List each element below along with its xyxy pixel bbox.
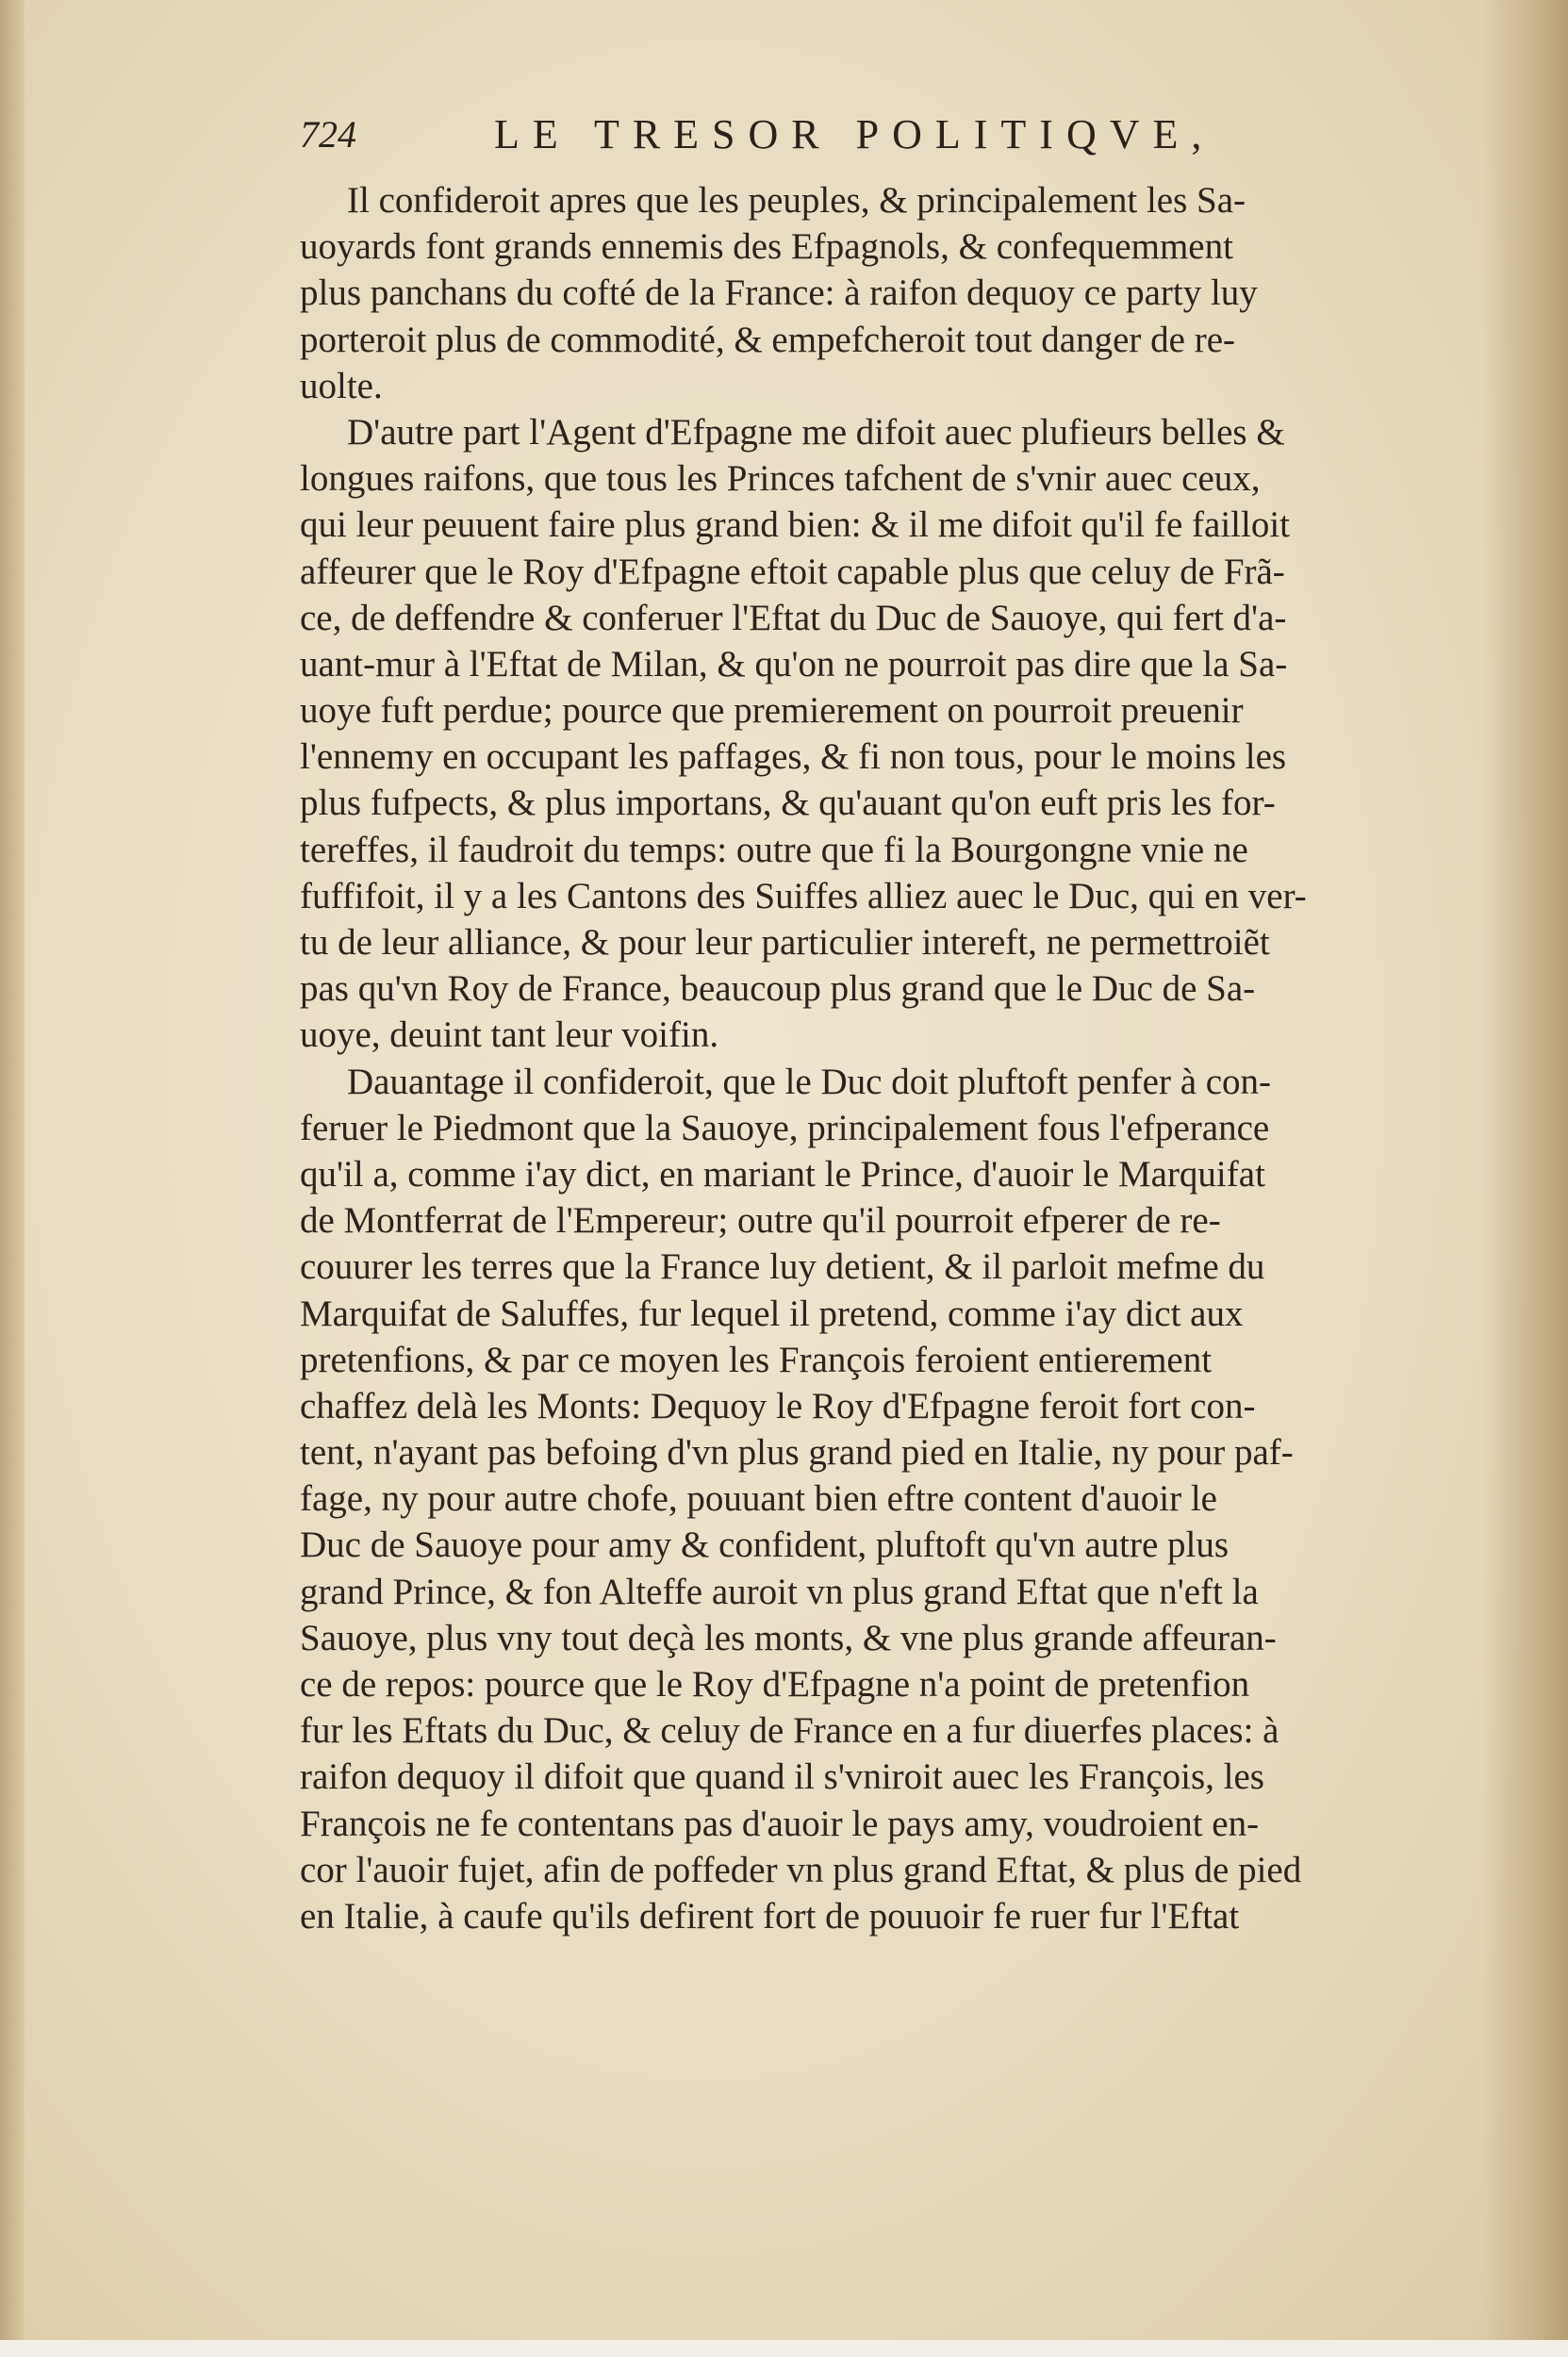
text-line: fur les Eftats du Duc, & celuy de France en a fur diuerfes places: à [300, 1710, 1279, 1752]
text-line: feruer le Piedmont que la Sauoye, principalement fous l'efperance [300, 1107, 1270, 1148]
text-line: uant-mur à l'Eftat de Milan, & qu'on ne pourroit pas dire que la Sa- [300, 643, 1288, 684]
text-line: fuffifoit, il y a les Cantons des Suiffes alliez auec le Duc, qui en ver- [300, 875, 1307, 916]
text-line: Sauoye, plus vny tout deçà les monts, & vne plus grande affeuran- [300, 1617, 1277, 1658]
scan-bottom-margin [0, 2340, 1568, 2357]
text-line: D'autre part l'Agent d'Efpagne me difoit auec plufieurs belles & [347, 411, 1285, 453]
text-line: uoye, deuint tant leur voifin. [300, 1014, 719, 1056]
text-line: Duc de Sauoye pour amy & confident, pluftoft qu'vn autre plus [300, 1525, 1230, 1566]
text-line: Dauantage il confideroit, que le Duc doit pluftoft penfer à con- [347, 1061, 1272, 1102]
text-line: l'ennemy en occupant les paffages, & fi non tous, pour le moins les [300, 736, 1287, 778]
text-line: porteroit plus de commodité, & empefcheroit tout danger de re- [300, 319, 1236, 360]
body-text [300, 177, 1478, 1939]
text-line: Il confideroit apres que les peuples, & principalement les Sa- [347, 180, 1246, 221]
text-line: uolte. [300, 365, 383, 406]
page-right-edge [1483, 0, 1568, 2357]
text-line: qu'il a, comme i'ay dict, en mariant le Prince, d'auoir le Marquifat [300, 1153, 1265, 1195]
text-line: Marquifat de Saluffes, fur lequel il pretend, comme i'ay dict aux [300, 1293, 1244, 1334]
text-line: affeurer que le Roy d'Efpagne eftoit capable plus que celuy de Frã- [300, 551, 1285, 592]
text-line: François ne fe contentans pas d'auoir le pays amy, voudroient en- [300, 1803, 1260, 1844]
text-line: plus fufpects, & plus importans, & qu'auant qu'on euft pris les for- [300, 783, 1276, 824]
text-line: uoyards font grands ennemis des Efpagnols, & confequemment [300, 226, 1233, 268]
text-line: en Italie, à caufe qu'ils defirent fort de pouuoir fe ruer fur l'Eftat [300, 1895, 1240, 1937]
text-line: chaffez delà les Monts: Dequoy le Roy d'Efpagne feroit fort con- [300, 1385, 1256, 1426]
text-line: de Montferrat de l'Empereur; outre qu'il pourroit efperer de re- [300, 1200, 1221, 1242]
page-left-edge [0, 0, 25, 2357]
text-line: tereffes, il faudroit du temps: outre que fi la Bourgongne vnie ne [300, 829, 1248, 870]
text-line: raifon dequoy il difoit que quand il s'vniroit auec les François, les [300, 1756, 1264, 1798]
text-line: tu de leur alliance, & pour leur particulier intereft, ne permettroiẽt [300, 922, 1270, 963]
text-line: ce, de deffendre & conferuer l'Eftat du Duc de Sauoye, qui fert d'a- [300, 597, 1287, 638]
page-number: 724 [300, 113, 356, 156]
text-line: tent, n'ayant pas befoing d'vn plus grand pied en Italie, ny pour paf- [300, 1432, 1294, 1474]
page-header [300, 106, 1299, 164]
text-line: qui leur peuuent faire plus grand bien: & il me difoit qu'il fe failloit [300, 504, 1291, 546]
text-line: grand Prince, & fon Alteffe auroit vn plus grand Eftat que n'eft la [300, 1571, 1259, 1612]
text-line: uoye fuft perdue; pource que premierement on pourroit preuenir [300, 690, 1244, 732]
text-line: couurer les terres que la France luy detient, & il parloit mefme du [300, 1246, 1265, 1288]
text-line: longues raifons, que tous les Princes tafchent de s'vnir auec ceux, [300, 458, 1261, 500]
text-line: fage, ny pour autre chofe, pouuant bien eftre content d'auoir le [300, 1478, 1217, 1520]
text-line: pas qu'vn Roy de France, beaucoup plus grand que le Duc de Sa- [300, 968, 1256, 1010]
text-line: plus panchans du cofté de la France: à raifon dequoy ce party luy [300, 272, 1258, 314]
text-line: ce de repos: pource que le Roy d'Efpagne n'a point de pretenfion [300, 1664, 1250, 1705]
text-line: cor l'auoir fujet, afin de poffeder vn plus grand Eftat, & plus de pied [300, 1849, 1302, 1890]
running-title: LE TRESOR POLITIQVE, [494, 111, 1215, 157]
text-line: pretenfions, & par ce moyen les François feroient entierement [300, 1339, 1213, 1380]
